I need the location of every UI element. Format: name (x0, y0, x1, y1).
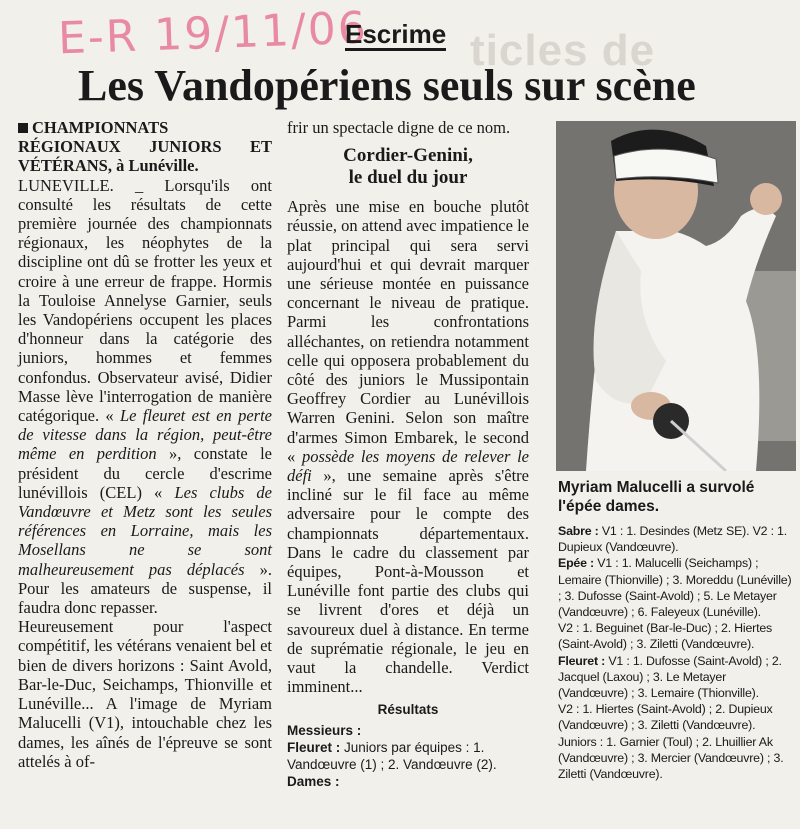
results-juniors: Juniors : 1. Garnier (Toul) ; 2. Lhuillier Ak (Vandœuvre) ; 3. Mercier (Vandœuvre) ; 3. Ziletti (Vandœuvre). (558, 734, 784, 782)
article-column-2 (287, 118, 529, 790)
photo-caption: Myriam Malucelli a survolé l'épée dames. (558, 479, 755, 515)
handwritten-note: E-R 19/11/06 (57, 2, 369, 65)
results-text: V1 : 1. Malucelli (Seichamps) ; Lemaire (Thionville) ; 3. Moreddu (Lunéville) ; 3. Dufosse (Saint-Avold) ; 5. Le Metayer (Vandœuvre) ; 6. Faleyeux (Lunéville). (558, 556, 792, 620)
paragraph-text: », constate le président du cercle d'escrime lunévillois (CEL) « (18, 444, 272, 502)
paragraph (287, 197, 529, 696)
results-label: Dames : (287, 773, 340, 789)
background-bleed-text: ticles de (470, 26, 656, 75)
quote: possède les moyens de relever le défi (287, 446, 529, 486)
subheading (287, 145, 529, 189)
square-bullet-icon (18, 123, 28, 133)
results-text: Juniors par équipes : 1. Vandœuvre (1) ; 2. Vandœuvre (2). (287, 739, 497, 772)
article-column-1 (18, 118, 272, 771)
quote: Les clubs de Vandœuvre et Metz sont les seules références en Lorraine, mais les Mosellans ne se sont malheureusement pas déplacés (18, 482, 272, 579)
subheading-line-2: le duel du jour (348, 167, 468, 189)
results-text: V1 : 1. Desindes (Metz SE). V2 : 1. Dupieux (Vandœuvre). (558, 524, 787, 555)
results-fleuret (287, 739, 529, 773)
kicker-text: CHAMPIONNATS RÉGIONAUX JUNIORS ET VÉTÉRANS, à Lunéville. (18, 118, 272, 176)
fencer-photo (556, 121, 796, 471)
headline: Les Vandopériens seuls sur scène (78, 61, 696, 110)
results-label: Epée : (558, 556, 594, 571)
paragraph-text: Après une mise en bouche plutôt réussie, on attend avec impatience le plat principal qui sera servi aujourd'hui et qui devrait marquer une sérieuse montée en puissance concernant le niveau de pratique. Parmi les confrontations alléchantes, on retiendra notamment celle qui opposera probablement du côté des juniors le Mussipontain Geoffrey Cordier au Lunévillois Warren Genini. Selon son maître d'armes Simon Embarek, le second « (287, 197, 529, 466)
subheading-line-1: Cordier-Genini, (343, 145, 473, 167)
paragraph: frir un spectacle digne de ce nom. (287, 118, 511, 137)
quote: Le fleuret est en perte de vitesse dans la région, peut-être même en perdition (18, 406, 273, 464)
results-epee (558, 555, 796, 620)
results-title: Résultats (377, 702, 439, 718)
results-label: Fleuret : (558, 653, 606, 668)
paragraph-text: », une semaine après s'être incliné sur le fil face au même adversaire pour le compte des championnats départementaux. Dans le cadre du classement par équipes, Pont-à-Mousson et Lunéville font partie des clubs qui se livrent d'ores et déjà un savoureux duel à distance. En terme de suprématie régionale, le jeu en vaut la chandelle. Verdict imminent... (287, 466, 529, 697)
results-dames (287, 773, 529, 790)
paragraph (18, 176, 272, 618)
kicker (18, 118, 272, 176)
results-label: Fleuret : (287, 739, 341, 755)
section-label: Escrime (345, 19, 447, 49)
fencer-illustration-icon (556, 121, 796, 471)
results-label: Messieurs : (287, 722, 362, 738)
paragraph-text: ». Pour les amateurs de suspense, il faudra donc repasser. (18, 559, 273, 618)
results-messieurs (287, 722, 529, 739)
results-sabre (558, 523, 796, 555)
results-epee-v2: V2 : 1. Beguinet (Bar-le-Duc) ; 2. Hiertes (Saint-Avold) ; 3. Ziletti (Vandœuvre). (558, 621, 773, 652)
results-column (558, 523, 796, 782)
results-label: Sabre : (558, 524, 599, 538)
results-fleuret-v1 (558, 653, 796, 702)
results-fleuret-v2: V2 : 1. Hiertes (Saint-Avold) ; 2. Dupieux (Vandœuvre) ; 3. Ziletti (Vandœuvre). (558, 702, 773, 733)
paragraph-text: LUNEVILLE. _ Lorsqu'ils ont consulté les résultats de cette première journée des championnats régionaux, les néophytes de la discipline ont dû se frotter les yeux et croire à une erreur de frappe. Hormis la Touloise Annelyse Garnier, seuls les Vandopériens occupent les places d'honneur dans la catégorie des juniors, hommes et femmes confondus. Observateur avisé, Didier Masse lève l'interrogation de manière catégorique. « (18, 175, 272, 426)
results-text: V1 : 1. Dufosse (Saint-Avold) ; 2. Jacquel (Laxou) ; 3. Le Metayer (Vandœuvre) ; 3. Lemaire (Thionville). (558, 653, 782, 701)
paragraph: Heureusement pour l'aspect compétitif, les vétérans venaient bel et bien de divers horizons : Saint Avold, Bar-le-Duc, Seichamps, Thionville et Lunéville... A l'image de Myriam Malucelli (V1), intouchable chez les dames, les aînés de l'épreuve se sont attelés à of- (18, 617, 272, 771)
